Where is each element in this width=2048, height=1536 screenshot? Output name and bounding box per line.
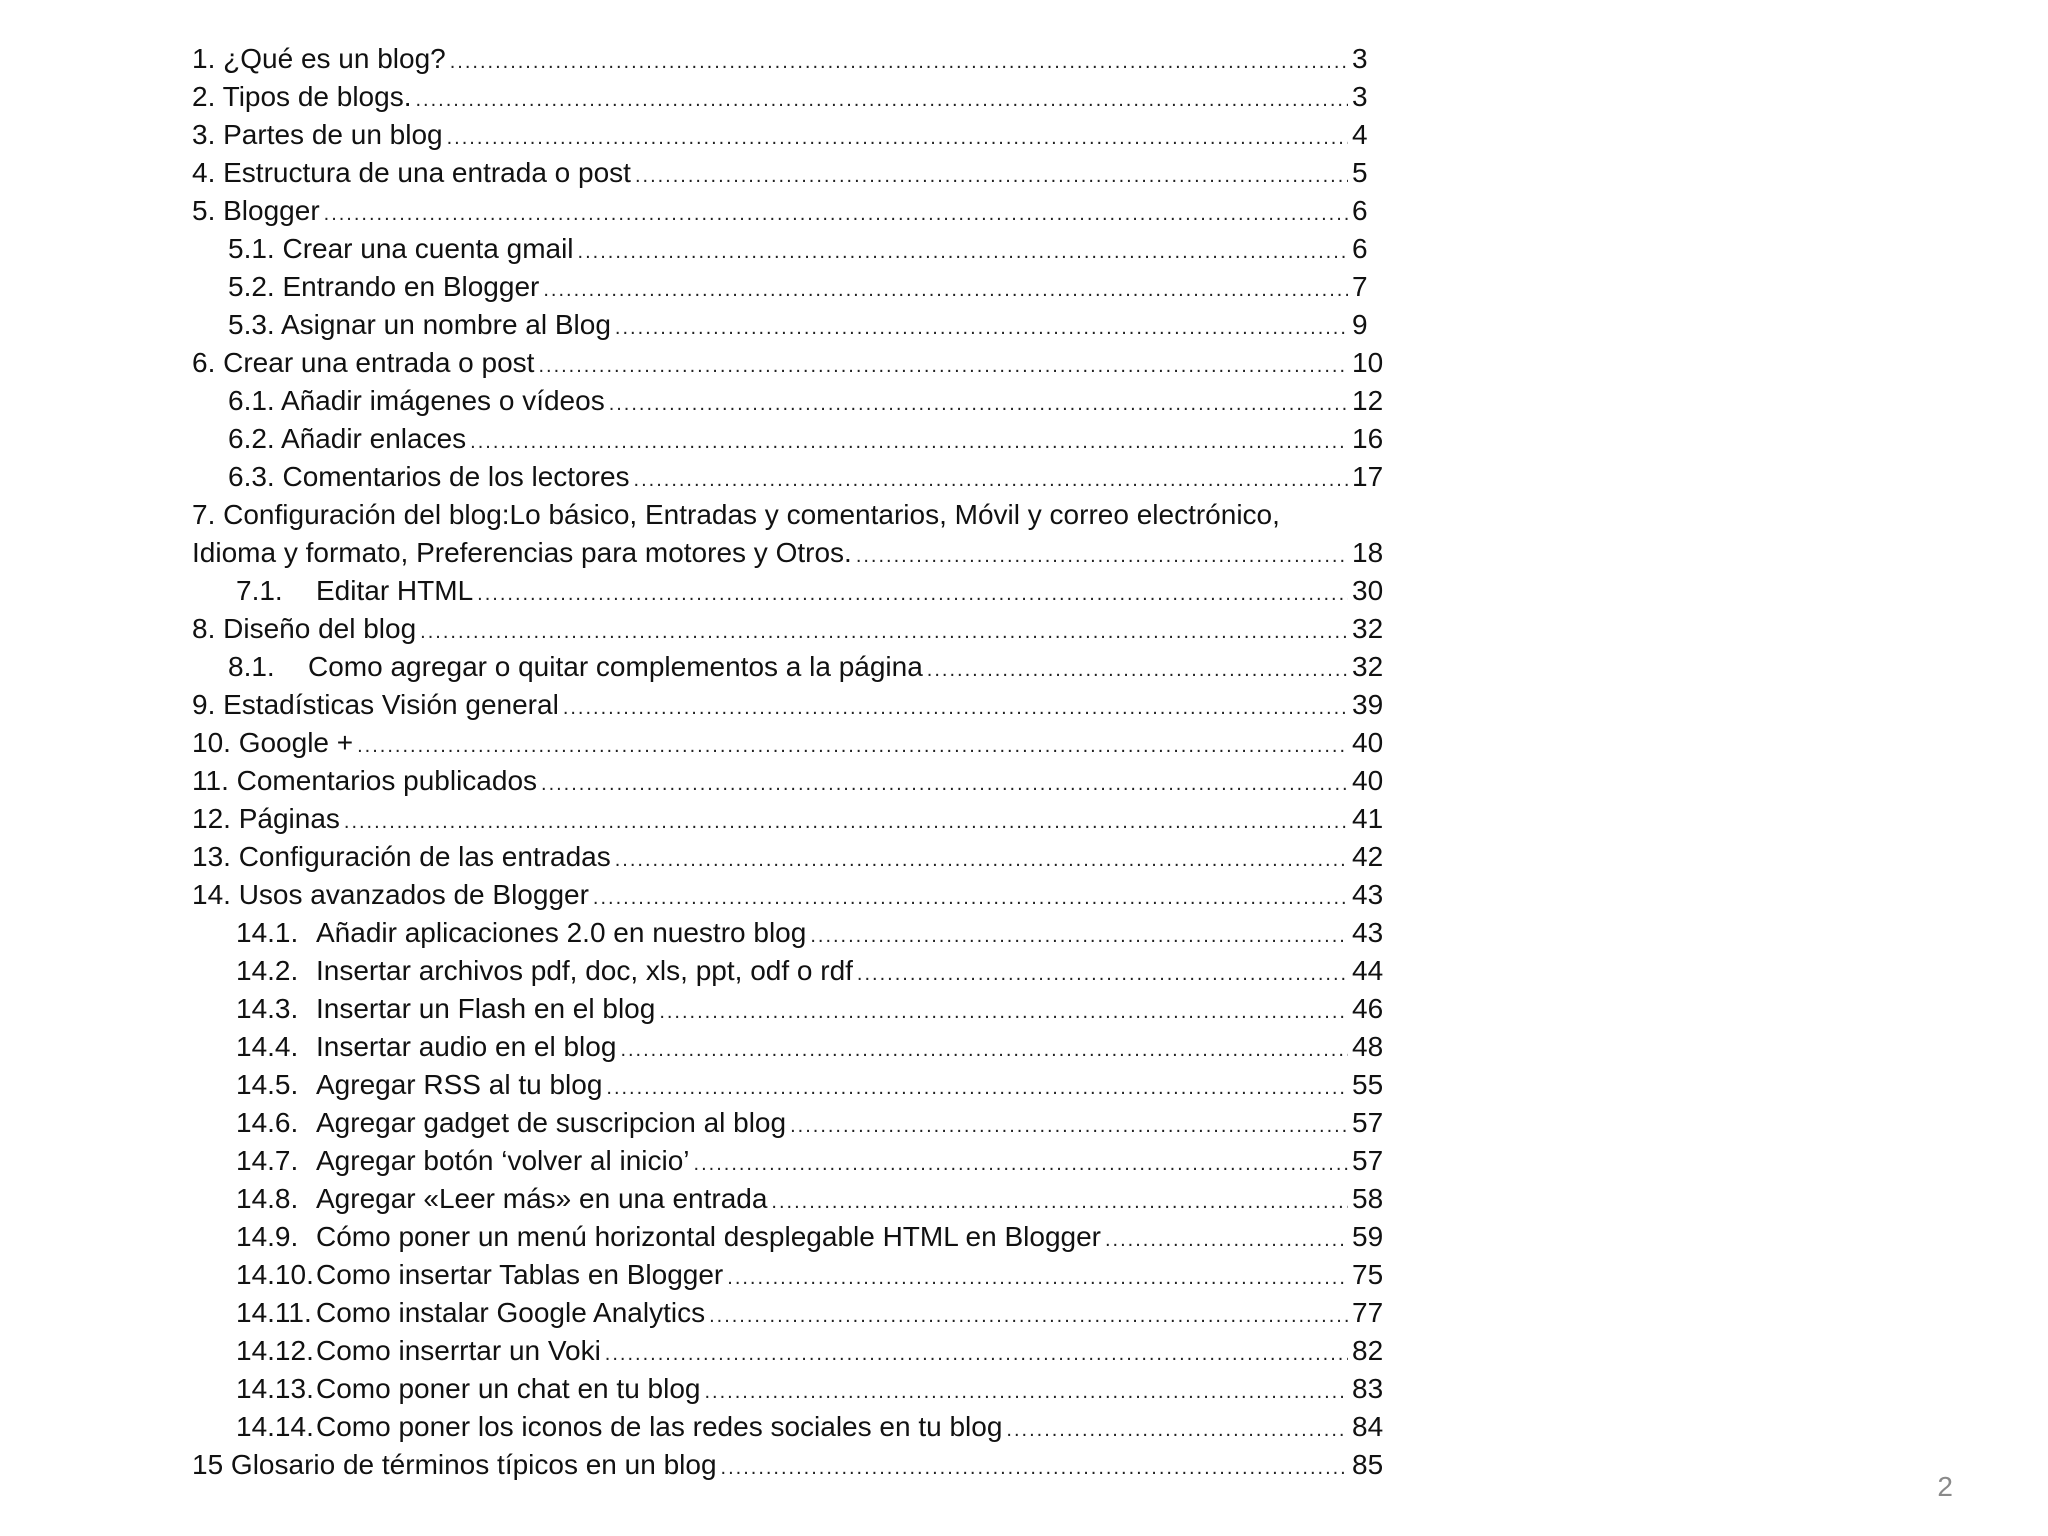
toc-entry-page: 46 bbox=[1352, 993, 1384, 1024]
toc-entry-number: 14.9. bbox=[236, 1221, 299, 1252]
toc-entry-page: 32 bbox=[1352, 651, 1384, 682]
toc-leader-dots bbox=[634, 461, 1348, 499]
toc-subentry bbox=[192, 1028, 1392, 1066]
toc-leader-dots bbox=[563, 689, 1348, 727]
toc-entry-title: Como instalar Google Analytics bbox=[316, 1297, 706, 1328]
toc-entry-title: 6.2. Añadir enlaces bbox=[228, 423, 467, 454]
toc-leader-dots bbox=[420, 613, 1348, 651]
toc-subentry bbox=[192, 1218, 1392, 1256]
toc-subentry bbox=[192, 420, 1392, 458]
toc-entry bbox=[192, 1446, 1392, 1484]
toc-entry-title: 8. Diseño del blog bbox=[192, 613, 417, 644]
toc-entry-number: 8.1. bbox=[228, 651, 275, 682]
toc-entry bbox=[192, 876, 1392, 914]
toc-leader-dots bbox=[1006, 1411, 1348, 1449]
toc-entry-page: 9 bbox=[1352, 309, 1368, 340]
table-of-contents bbox=[192, 40, 1392, 1484]
toc-entry-title: 15 Glosario de términos típicos en un blog bbox=[192, 1449, 717, 1480]
toc-entry-number: 14.1. bbox=[236, 917, 299, 948]
toc-entry-page: 3 bbox=[1352, 43, 1368, 74]
toc-entry bbox=[192, 800, 1392, 838]
toc-entry-page: 77 bbox=[1352, 1297, 1384, 1328]
toc-entry-page: 16 bbox=[1352, 423, 1384, 454]
toc-subentry bbox=[192, 230, 1392, 268]
toc-leader-dots bbox=[541, 765, 1348, 803]
toc-entry-page: 3 bbox=[1352, 81, 1368, 112]
toc-subentry bbox=[192, 1104, 1392, 1142]
toc-entry-page: 58 bbox=[1352, 1183, 1384, 1214]
page-number: 2 bbox=[1937, 1471, 1953, 1502]
toc-entry-title: Como inserrtar un Voki bbox=[316, 1335, 601, 1366]
toc-entry-number: 14.11. bbox=[236, 1297, 312, 1328]
toc-entry-number: 14.12. bbox=[236, 1335, 314, 1366]
toc-entry-page: 57 bbox=[1352, 1107, 1384, 1138]
toc-leader-dots bbox=[635, 157, 1348, 195]
toc-subentry bbox=[192, 458, 1392, 496]
toc-entry-title: Insertar archivos pdf, doc, xls, ppt, odf o rdf bbox=[316, 955, 853, 986]
toc-leader-dots bbox=[606, 1069, 1348, 1107]
toc-entry-page: 57 bbox=[1352, 1145, 1384, 1176]
toc-entry-title: 13. Configuración de las entradas bbox=[192, 841, 611, 872]
toc-subentry bbox=[192, 382, 1392, 420]
toc-entry-page: 4 bbox=[1352, 119, 1368, 150]
toc-entry-title: 5.3. Asignar un nombre al Blog bbox=[228, 309, 611, 340]
toc-leader-dots bbox=[659, 993, 1348, 1031]
toc-entry-page: 10 bbox=[1352, 347, 1384, 378]
toc-entry-title: 5. Blogger bbox=[192, 195, 320, 226]
toc-entry bbox=[192, 116, 1392, 154]
toc-entry-title: 1. ¿Qué es un blog? bbox=[192, 43, 446, 74]
toc-entry-number: 14.13. bbox=[236, 1373, 314, 1404]
toc-leader-dots bbox=[1105, 1221, 1348, 1259]
toc-subentry bbox=[192, 1256, 1392, 1294]
toc-entry-page: 43 bbox=[1352, 879, 1384, 910]
toc-entry-title: Idioma y formato, Preferencias para motores y Otros. bbox=[192, 537, 852, 568]
toc-entry-page: 84 bbox=[1352, 1411, 1384, 1442]
toc-leader-dots bbox=[609, 385, 1348, 423]
toc-entry-title: Agregar botón ‘volver al inicio’ bbox=[316, 1145, 690, 1176]
toc-entry-title: Agregar gadget de suscripcion al blog bbox=[316, 1107, 787, 1138]
toc-entry-title: 4. Estructura de una entrada o post bbox=[192, 157, 631, 188]
toc-entry bbox=[192, 610, 1392, 648]
toc-entry-title: Como poner los iconos de las redes sociales en tu blog bbox=[316, 1411, 1003, 1442]
toc-entry-page: 40 bbox=[1352, 765, 1384, 796]
toc-leader-dots bbox=[857, 955, 1348, 993]
toc-entry-title: Agregar «Leer más» en una entrada bbox=[316, 1183, 768, 1214]
toc-entry bbox=[192, 838, 1392, 876]
toc-entry-title: 6. Crear una entrada o post bbox=[192, 347, 535, 378]
toc-leader-dots bbox=[620, 1031, 1348, 1069]
toc-entry bbox=[192, 154, 1392, 192]
toc-entry-title: 6.1. Añadir imágenes o vídeos bbox=[228, 385, 605, 416]
toc-entry-page: 17 bbox=[1352, 461, 1384, 492]
toc-subentry bbox=[192, 306, 1392, 344]
toc-leader-dots bbox=[694, 1145, 1348, 1183]
toc-entry bbox=[192, 686, 1392, 724]
toc-entry bbox=[192, 534, 1392, 572]
toc-entry-number: 14.6. bbox=[236, 1107, 299, 1138]
toc-entry bbox=[192, 724, 1392, 762]
toc-entry-page: 55 bbox=[1352, 1069, 1384, 1100]
toc-entry-title: Añadir aplicaciones 2.0 en nuestro blog bbox=[316, 917, 807, 948]
toc-subentry bbox=[192, 990, 1392, 1028]
toc-leader-dots bbox=[927, 651, 1348, 689]
toc-leader-dots bbox=[477, 575, 1348, 613]
toc-entry-page: 5 bbox=[1352, 157, 1368, 188]
toc-leader-dots bbox=[856, 537, 1348, 575]
toc-leader-dots bbox=[771, 1183, 1348, 1221]
toc-entry bbox=[192, 192, 1392, 230]
toc-entry-number: 14.4. bbox=[236, 1031, 299, 1062]
toc-leader-dots bbox=[810, 917, 1348, 955]
toc-entry-number: 14.3. bbox=[236, 993, 299, 1024]
toc-entry-page: 7 bbox=[1352, 271, 1368, 302]
toc-entry-title: Como poner un chat en tu blog bbox=[316, 1373, 701, 1404]
toc-leader-dots bbox=[593, 879, 1348, 917]
toc-subentry bbox=[192, 1408, 1392, 1446]
toc-leader-dots bbox=[721, 1449, 1348, 1487]
toc-subentry bbox=[192, 952, 1392, 990]
toc-subentry bbox=[192, 1294, 1392, 1332]
toc-entry-number: 14.7. bbox=[236, 1145, 299, 1176]
toc-entry-title: 12. Páginas bbox=[192, 803, 340, 834]
toc-entry-page: 43 bbox=[1352, 917, 1384, 948]
toc-entry-page: 85 bbox=[1352, 1449, 1384, 1480]
toc-entry-title: 9. Estadísticas Visión general bbox=[192, 689, 559, 720]
toc-entry-title: Insertar un Flash en el blog bbox=[316, 993, 656, 1024]
toc-leader-dots bbox=[450, 43, 1348, 81]
toc-leader-dots bbox=[578, 233, 1348, 271]
toc-entry-title: Editar HTML bbox=[316, 575, 474, 606]
toc-entry-page: 82 bbox=[1352, 1335, 1384, 1366]
toc-entry-page: 75 bbox=[1352, 1259, 1384, 1290]
toc-entry-page: 40 bbox=[1352, 727, 1384, 758]
toc-entry-title: 5.1. Crear una cuenta gmail bbox=[228, 233, 574, 264]
toc-subentry bbox=[192, 268, 1392, 306]
toc-entry-title: 11. Comentarios publicados bbox=[192, 765, 538, 796]
toc-entry bbox=[192, 78, 1392, 116]
toc-entry-title: 6.3. Comentarios de los lectores bbox=[228, 461, 630, 492]
toc-entry-number: 14.14. bbox=[236, 1411, 314, 1442]
toc-entry bbox=[192, 344, 1392, 382]
toc-entry-page: 18 bbox=[1352, 537, 1384, 568]
toc-entry-page: 59 bbox=[1352, 1221, 1384, 1252]
toc-entry-page: 12 bbox=[1352, 385, 1384, 416]
toc-entry-page: 44 bbox=[1352, 955, 1384, 986]
toc-entry bbox=[192, 40, 1392, 78]
toc-leader-dots bbox=[543, 271, 1348, 309]
toc-subentry bbox=[192, 572, 1392, 610]
toc-subentry bbox=[192, 1370, 1392, 1408]
toc-entry-number: 7.1. bbox=[236, 575, 283, 606]
toc-entry-title: Como insertar Tablas en Blogger bbox=[316, 1259, 724, 1290]
toc-leader-dots bbox=[615, 309, 1348, 347]
toc-entry-title: 5.2. Entrando en Blogger bbox=[228, 271, 540, 302]
toc-entry-title: 3. Partes de un blog bbox=[192, 119, 443, 150]
toc-entry-number: 14.10. bbox=[236, 1259, 314, 1290]
toc-entry-number: 14.2. bbox=[236, 955, 299, 986]
toc-leader-dots bbox=[538, 347, 1348, 385]
toc-leader-dots bbox=[704, 1373, 1348, 1411]
toc-entry-title: Insertar audio en el blog bbox=[316, 1031, 617, 1062]
toc-entry-title: 10. Google + bbox=[192, 727, 354, 758]
toc-leader-dots bbox=[324, 195, 1348, 233]
toc-leader-dots bbox=[357, 727, 1348, 765]
toc-entry-number: 14.8. bbox=[236, 1183, 299, 1214]
toc-subentry bbox=[192, 1142, 1392, 1180]
toc-entry-page: 6 bbox=[1352, 195, 1368, 226]
toc-entry-page: 42 bbox=[1352, 841, 1384, 872]
toc-leader-dots bbox=[790, 1107, 1348, 1145]
toc-entry bbox=[192, 762, 1392, 800]
toc-leader-dots bbox=[344, 803, 1348, 841]
toc-entry-title: 14. Usos avanzados de Blogger bbox=[192, 879, 589, 910]
toc-subentry bbox=[192, 648, 1392, 686]
toc-leader-dots bbox=[709, 1297, 1348, 1335]
toc-subentry bbox=[192, 1066, 1392, 1104]
toc-subentry bbox=[192, 914, 1392, 952]
toc-leader-dots bbox=[447, 119, 1348, 157]
toc-entry-page: 41 bbox=[1352, 803, 1384, 834]
toc-entry-number: 14.5. bbox=[236, 1069, 299, 1100]
toc-entry-page: 39 bbox=[1352, 689, 1384, 720]
toc-entry-7-line1: 7. Configuración del blog:Lo básico, Entradas y comentarios, Móvil y correo electrónico, bbox=[192, 499, 1280, 530]
toc-entry-title: 2. Tipos de blogs. bbox=[192, 81, 412, 112]
toc-entry-title: Agregar RSS al tu blog bbox=[316, 1069, 603, 1100]
toc-leader-dots bbox=[727, 1259, 1348, 1297]
toc-leader-dots bbox=[615, 841, 1348, 879]
toc-leader-dots bbox=[605, 1335, 1348, 1373]
toc-entry-page: 6 bbox=[1352, 233, 1368, 264]
toc-entry-page: 30 bbox=[1352, 575, 1384, 606]
toc-subentry bbox=[192, 1332, 1392, 1370]
toc-entry-page: 32 bbox=[1352, 613, 1384, 644]
toc-entry-title: Cómo poner un menú horizontal desplegable HTML en Blogger bbox=[316, 1221, 1101, 1252]
toc-leader-dots bbox=[415, 81, 1348, 119]
toc-subentry bbox=[192, 1180, 1392, 1218]
toc-entry-title: Como agregar o quitar complementos a la página bbox=[308, 651, 923, 682]
toc-entry-page: 48 bbox=[1352, 1031, 1384, 1062]
toc-entry-page: 83 bbox=[1352, 1373, 1384, 1404]
toc-leader-dots bbox=[470, 423, 1348, 461]
